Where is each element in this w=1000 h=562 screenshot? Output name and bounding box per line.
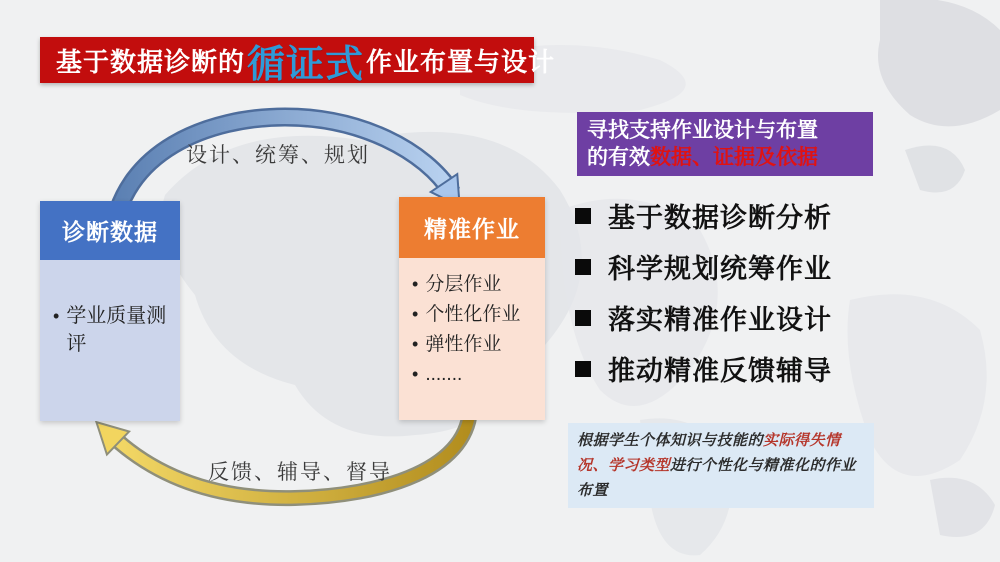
precise-homework-box [399,197,545,420]
note-red-part2: 学习类型 [608,456,671,474]
title-highlight: 循证式 [247,43,365,86]
square-bullet-icon [575,361,591,377]
bullet-dot-icon: • [53,306,60,326]
key-point-item [575,241,990,292]
bullet-dot-icon: • [412,364,419,384]
note-red-part1: 实际得失情况、 [577,431,841,474]
purple-callout-line2-red: 数据、证据及依据 [650,145,818,169]
square-bullet-icon [575,259,591,275]
list-item [53,302,172,358]
list-item-label: 弹性作业 [425,334,502,355]
key-point-item [575,292,990,343]
key-point-label: 推动精准反馈辅导 [608,356,832,386]
purple-callout-line2 [587,144,863,171]
bullet-dot-icon: • [412,304,419,324]
bullet-dot-icon: • [412,334,419,354]
list-item-label: 学业质量测评 [66,305,167,355]
list-item-label: 个性化作业 [425,304,521,325]
key-point-label: 落实精准作业设计 [608,305,832,335]
key-point-item [575,343,990,394]
bottom-arrow-label: 反馈、辅导、督导 [208,461,392,484]
title-banner [40,37,556,86]
purple-callout-line1: 寻找支持作业设计与布置 [587,118,818,142]
list-item [412,300,537,329]
note-black-part1: 根据学生个体知识与技能的 [577,431,764,449]
key-point-label: 科学规划统筹作业 [608,254,832,284]
list-item [412,330,537,359]
bullet-dot-icon: • [412,274,419,294]
diagnosis-data-body [40,260,180,358]
precise-homework-header: 精准作业 [399,197,545,258]
title-suffix: 作业布置与设计 [366,46,556,77]
handwritten-note [568,423,874,508]
square-bullet-icon [575,208,591,224]
list-item [412,360,537,389]
diagnosis-data-header: 诊断数据 [40,201,180,260]
purple-callout-line2-white: 的有效 [587,145,650,169]
diagnosis-data-box [40,201,180,421]
purple-callout [577,112,873,176]
list-item-label: 分层作业 [425,274,502,295]
list-item-label: ....... [425,364,463,385]
title-prefix: 基于数据诊断的 [56,46,246,77]
square-bullet-icon [575,310,591,326]
precise-homework-body [399,258,545,389]
top-arrow-label: 设计、统筹、规划 [186,144,370,167]
key-points-list [575,190,990,394]
list-item [412,270,537,299]
key-point-label: 基于数据诊断分析 [608,203,832,233]
note-black-part2: 进行个性化与精准化的作业布置 [577,456,857,499]
key-point-item [575,190,990,241]
